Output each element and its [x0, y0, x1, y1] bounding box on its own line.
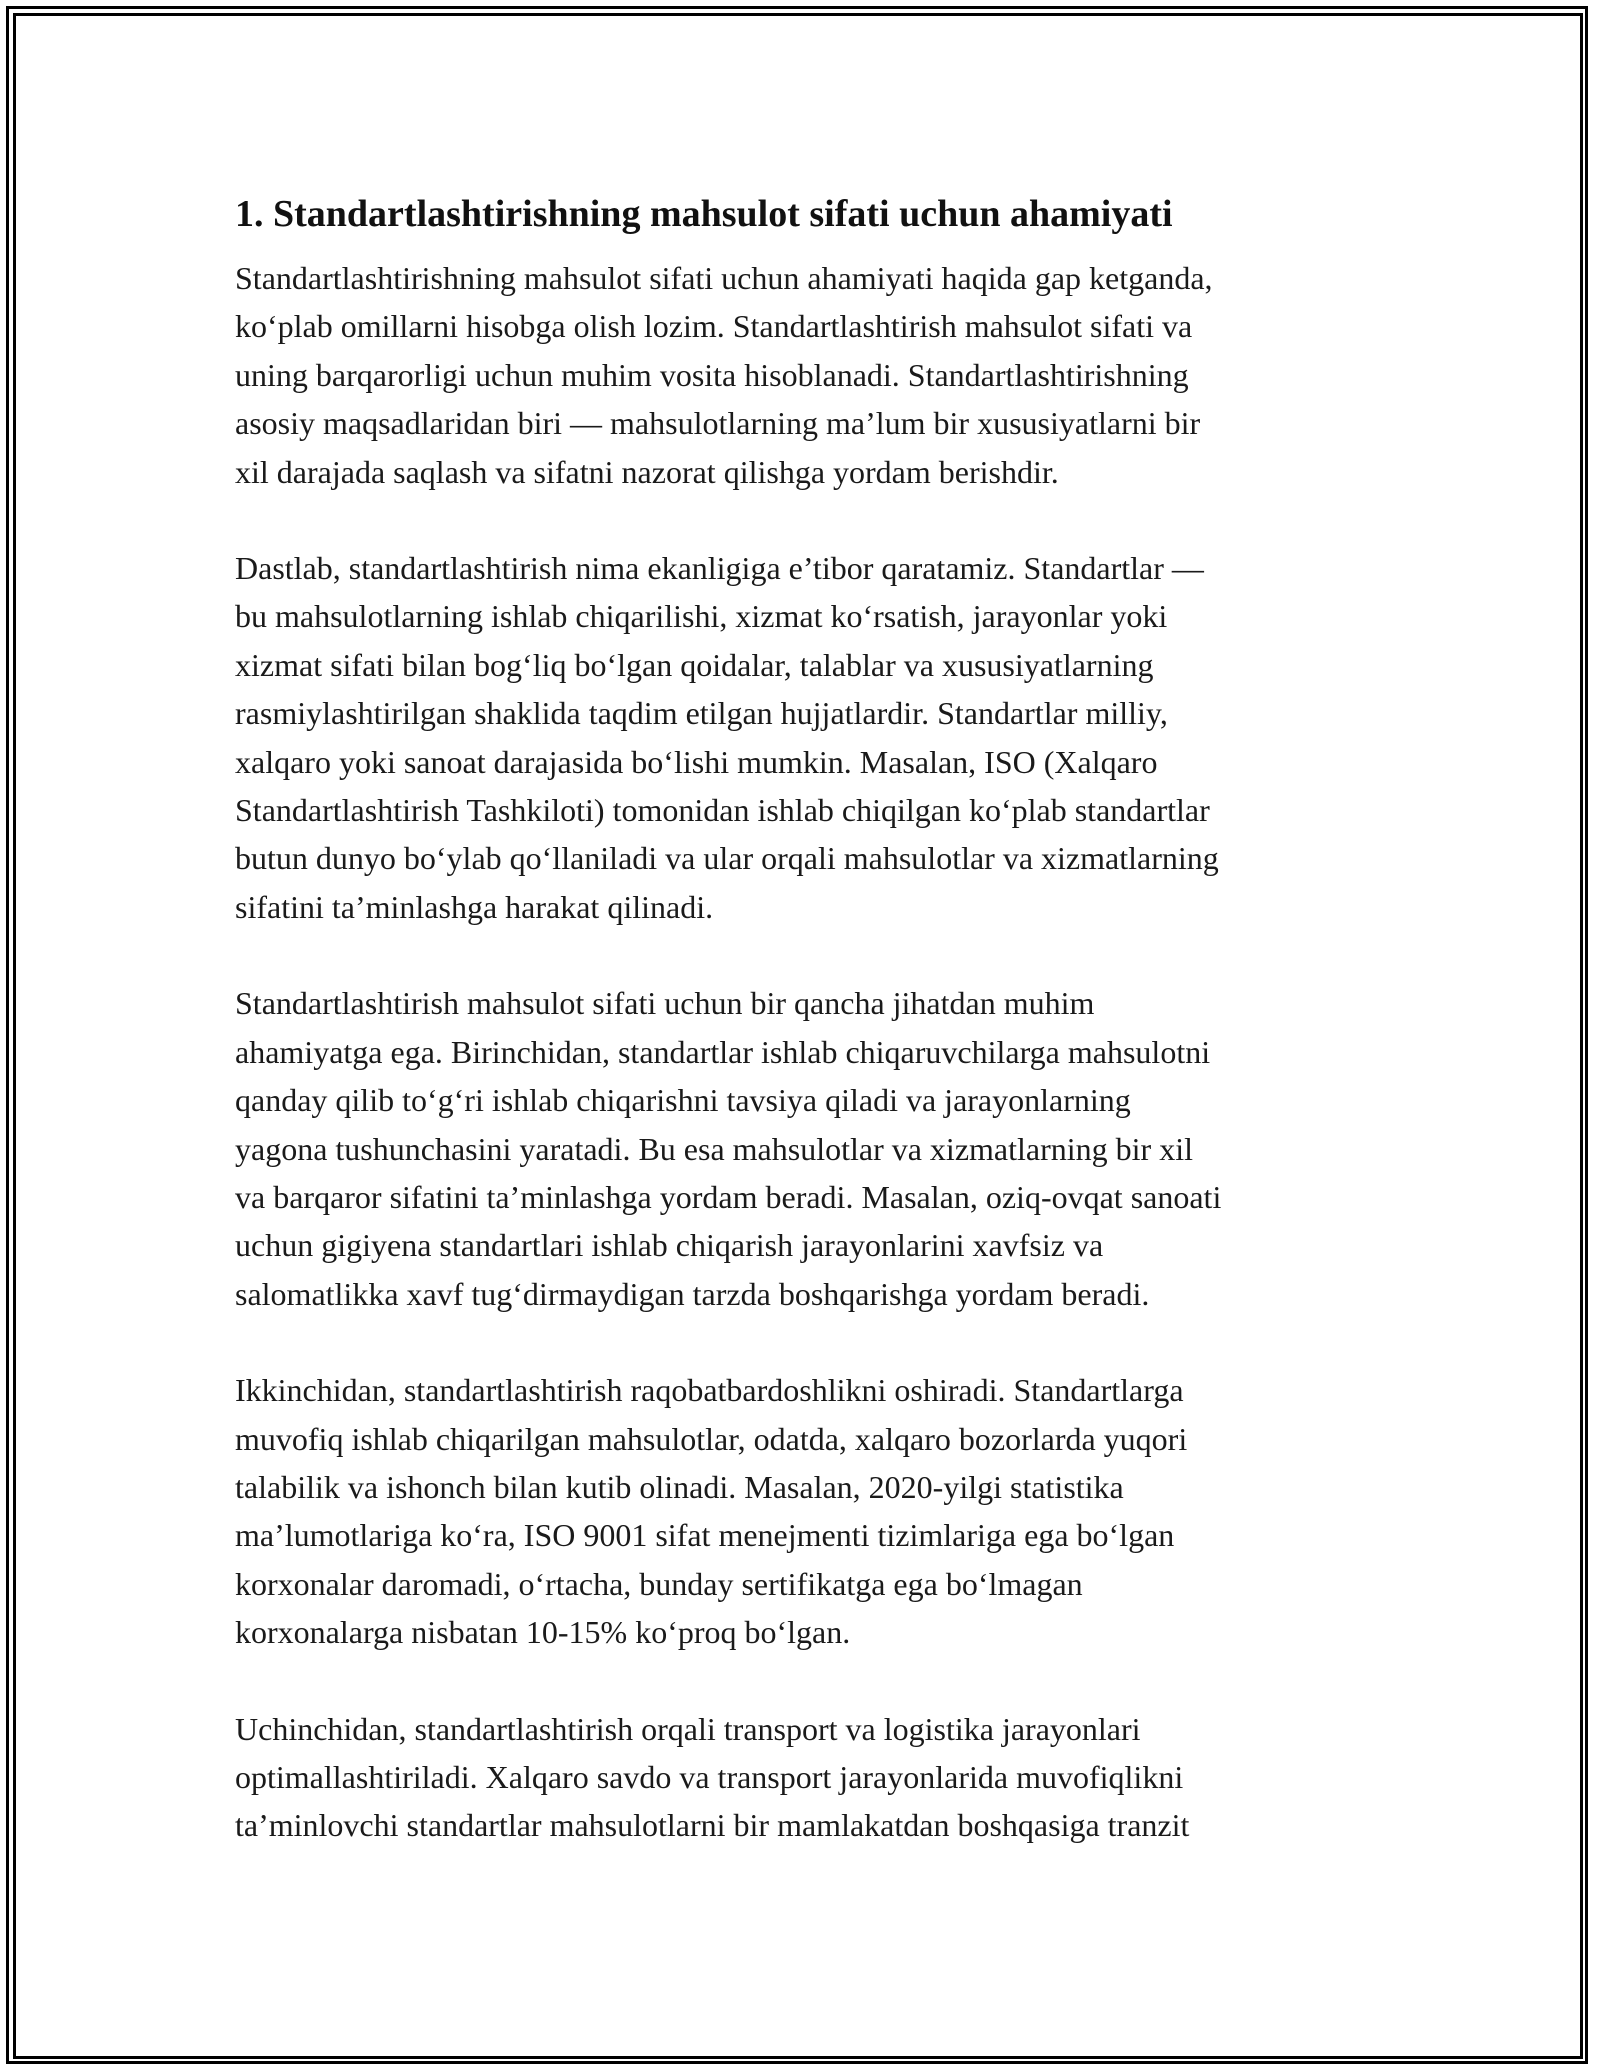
paragraph-3: [235, 979, 1375, 1318]
text-line: asosiy maqsadlaridan biri — mahsulotlarning ma’lum bir xususiyatlarni bir: [235, 405, 1201, 442]
text-line: Standartlashtirish Tashkiloti) tomonidan ishlab chiqilgan ko‘plab standartlar: [235, 792, 1210, 829]
text-line: sifatini ta’minlashga harakat qilinadi.: [235, 888, 714, 925]
section-heading: 1. Standartlashtirishning mahsulot sifati uchun ahamiyati: [235, 193, 1173, 235]
text-line: ma’lumotlariga ko‘ra, ISO 9001 sifat menejmenti tizimlariga ega bo‘lgan: [235, 1517, 1175, 1554]
text-line: rasmiylashtirilgan shaklida taqdim etilgan hujjatlardir. Standartlar milliy,: [235, 695, 1168, 732]
paragraph-4: [235, 1366, 1375, 1656]
text-line: optimallashtiriladi. Xalqaro savdo va transport jarayonlarida muvofiqlikni: [235, 1758, 1184, 1795]
text-line: xil darajada saqlash va sifatni nazorat qilishga yordam berishdir.: [235, 453, 1059, 490]
text-line: Standartlashtirishning mahsulot sifati uchun ahamiyati haqida gap ketganda,: [235, 260, 1213, 296]
text-line: yagona tushunchasini yaratadi. Bu esa mahsulotlar va xizmatlarning bir xil: [235, 1130, 1193, 1167]
text-line: korxonalarga nisbatan 10-15% ko‘proq bo‘lgan.: [235, 1614, 851, 1651]
text-line: korxonalar daromadi, o‘rtacha, bunday sertifikatga ega bo‘lmagan: [235, 1565, 1083, 1602]
text-line: Uchinchidan, standartlashtirish orqali transport va logistika jarayonlari: [235, 1710, 1141, 1747]
text-line: qanday qilib to‘g‘ri ishlab chiqarishni tavsiya qiladi va jarayonlarning: [235, 1082, 1131, 1119]
text-line: bu mahsulotlarning ishlab chiqarilishi, xizmat ko‘rsatish, jarayonlar yoki: [235, 598, 1168, 635]
paragraph-1: [235, 254, 1375, 496]
text-line: ko‘plab omillarni hisobga olish lozim. Standartlashtirish mahsulot sifati va: [235, 308, 1193, 345]
text-line: Dastlab, standartlashtirish nima ekanligiga e’tibor qaratamiz. Standartlar —: [235, 550, 1204, 587]
text-line: muvofiq ishlab chiqarilgan mahsulotlar, odatda, xalqaro bozorlarda yuqori: [235, 1420, 1188, 1457]
text-line: xizmat sifati bilan bog‘liq bo‘lgan qoidalar, talablar va xususiyatlarning: [235, 646, 1154, 683]
paragraph-2: [235, 544, 1375, 931]
text-line: uning barqarorligi uchun muhim vosita hisoblanadi. Standartlashtirishning: [235, 356, 1189, 393]
text-line: talabilik va ishonch bilan kutib olinadi. Masalan, 2020-yilgi statistika: [235, 1468, 1124, 1505]
text-line: Ikkinchidan, standartlashtirish raqobatbardoshlikni oshiradi. Standartlarga: [235, 1372, 1184, 1409]
text-line: va barqaror sifatini ta’minlashga yordam beradi. Masalan, oziq-ovqat sanoati: [235, 1178, 1222, 1215]
text-line: ta’minlovchi standartlar mahsulotlarni bir mamlakatdan boshqasiga tranzit: [235, 1807, 1190, 1844]
paragraph-5: [235, 1705, 1375, 1850]
text-line: xalqaro yoki sanoat darajasida bo‘lishi mumkin. Masalan, ISO (Xalqaro: [235, 743, 1158, 780]
text-line: ahamiyatga ega. Birinchidan, standartlar ishlab chiqaruvchilarga mahsulotni: [235, 1033, 1211, 1070]
text-line: butun dunyo bo‘ylab qo‘llaniladi va ular orqali mahsulotlar va xizmatlarning: [235, 840, 1219, 877]
text-line: uchun gigiyena standartlari ishlab chiqarish jarayonlarini xavfsiz va: [235, 1227, 1104, 1264]
text-line: salomatlikka xavf tug‘dirmaydigan tarzda boshqarishga yordam beradi.: [235, 1275, 1150, 1312]
text-line: Standartlashtirish mahsulot sifati uchun bir qancha jihatdan muhim: [235, 985, 1095, 1022]
document-page: [235, 186, 1375, 1898]
